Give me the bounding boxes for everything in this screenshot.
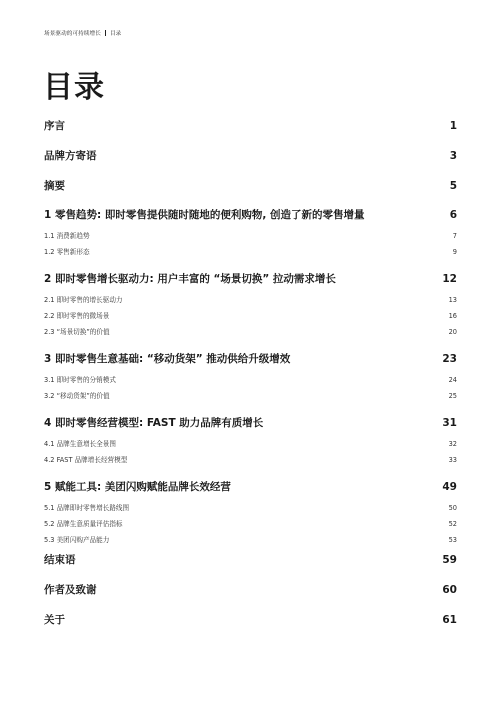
toc-entry-page-number: 13 — [448, 296, 457, 304]
toc-entry-label: 关于 — [44, 614, 65, 626]
toc-entry-sub[interactable] — [44, 228, 457, 244]
toc-entry-label: 5.2 品牌生意质量评估指标 — [44, 520, 123, 528]
toc-entry-chapter[interactable] — [44, 414, 457, 436]
running-header — [44, 29, 121, 37]
toc-entry-label: 3.2 “移动货架”的价值 — [44, 392, 110, 400]
toc-entry-chapter[interactable] — [44, 350, 457, 372]
toc-entry-major[interactable] — [44, 116, 457, 146]
header-section-title: 场景驱动的可持续增长 — [44, 31, 101, 37]
toc-entry-sub[interactable] — [44, 452, 457, 470]
toc-entry-label: 1.1 消费新趋势 — [44, 232, 90, 240]
toc-entry-page-number: 20 — [448, 328, 457, 336]
toc-entry-sub[interactable] — [44, 324, 457, 342]
toc-entry-label: 4.2 FAST 品牌增长经营模型 — [44, 456, 128, 464]
toc-entry-label: 4.1 品牌生意增长全景图 — [44, 440, 116, 448]
toc-entry-page-number: 24 — [448, 376, 457, 384]
toc-entry-label: 3 即时零售生意基础: “移动货架” 推动供给升级增效 — [44, 353, 291, 365]
toc-entry-label: 5.1 品牌即时零售增长路线图 — [44, 504, 130, 512]
toc-entry-label: 结束语 — [44, 554, 76, 566]
toc-entry-page-number: 53 — [448, 536, 457, 544]
toc-entry-page-number: 9 — [452, 248, 457, 256]
toc-entry-major[interactable] — [44, 580, 457, 610]
toc-entry-page-number: 60 — [442, 584, 457, 596]
toc-entry-sub[interactable] — [44, 516, 457, 532]
toc-entry-label: 1 零售趋势: 即时零售提供随时随地的便利购物, 创造了新的零售增量 — [44, 209, 365, 221]
page-title: 目录 — [43, 70, 105, 105]
toc-entry-page-number: 31 — [442, 417, 457, 429]
toc-entry-page-number: 3 — [449, 150, 457, 162]
toc-entry-label: 2.3 “场景切换”的价值 — [44, 328, 110, 336]
toc-entry-major[interactable] — [44, 176, 457, 206]
toc-entry-label: 1.2 零售新形态 — [44, 248, 90, 256]
toc-entry-page-number: 32 — [448, 440, 457, 448]
toc-entry-label: 2.2 即时零售的微场景 — [44, 312, 110, 320]
toc-entry-major[interactable] — [44, 610, 457, 640]
toc-entry-label: 摘要 — [44, 180, 65, 192]
toc-entry-page-number: 52 — [448, 520, 457, 528]
toc-entry-label: 2 即时零售增长驱动力: 用户丰富的 “场景切换” 拉动需求增长 — [44, 273, 336, 285]
toc-entry-label: 3.1 即时零售的分销模式 — [44, 376, 116, 384]
toc-entry-major[interactable] — [44, 550, 457, 580]
toc-entry-sub[interactable] — [44, 292, 457, 308]
toc-entry-label: 5.3 美团闪购产品能力 — [44, 536, 110, 544]
toc-entry-label: 4 即时零售经营模型: FAST 助力品牌有质增长 — [44, 417, 264, 429]
toc-entry-page-number: 59 — [442, 554, 457, 566]
toc-entry-chapter[interactable] — [44, 478, 457, 500]
toc-entry-page-number: 50 — [448, 504, 457, 512]
toc-entry-sub[interactable] — [44, 372, 457, 388]
toc-entry-label: 5 赋能工具: 美团闪购赋能品牌长效经营 — [44, 481, 231, 493]
toc-entry-label: 品牌方寄语 — [44, 150, 97, 162]
toc-entry-page-number: 23 — [442, 353, 457, 365]
toc-entry-major[interactable] — [44, 146, 457, 176]
toc-entry-label: 序言 — [44, 120, 65, 132]
toc-entry-sub[interactable] — [44, 388, 457, 406]
toc-entry-page-number: 16 — [448, 312, 457, 320]
toc-entry-label: 2.1 即时零售的增长驱动力 — [44, 296, 123, 304]
toc-entry-page-number: 6 — [449, 209, 457, 221]
toc-entry-sub[interactable] — [44, 532, 457, 550]
toc-entry-label: 作者及致谢 — [44, 584, 97, 596]
header-divider — [105, 30, 106, 36]
toc-entry-page-number: 33 — [448, 456, 457, 464]
toc-entry-page-number: 5 — [449, 180, 457, 192]
toc-entry-page-number: 12 — [442, 273, 457, 285]
toc-entry-page-number: 25 — [448, 392, 457, 400]
toc-entry-sub[interactable] — [44, 308, 457, 324]
toc-entry-sub[interactable] — [44, 500, 457, 516]
toc-entry-page-number: 61 — [442, 614, 457, 626]
toc-entry-page-number: 49 — [442, 481, 457, 493]
toc-entry-chapter[interactable] — [44, 270, 457, 292]
table-of-contents — [44, 116, 457, 640]
toc-entry-page-number: 7 — [452, 232, 457, 240]
toc-entry-page-number: 1 — [449, 120, 457, 132]
header-page-label: 目录 — [109, 31, 122, 37]
toc-entry-sub[interactable] — [44, 244, 457, 262]
toc-entry-sub[interactable] — [44, 436, 457, 452]
toc-entry-chapter[interactable] — [44, 206, 457, 228]
